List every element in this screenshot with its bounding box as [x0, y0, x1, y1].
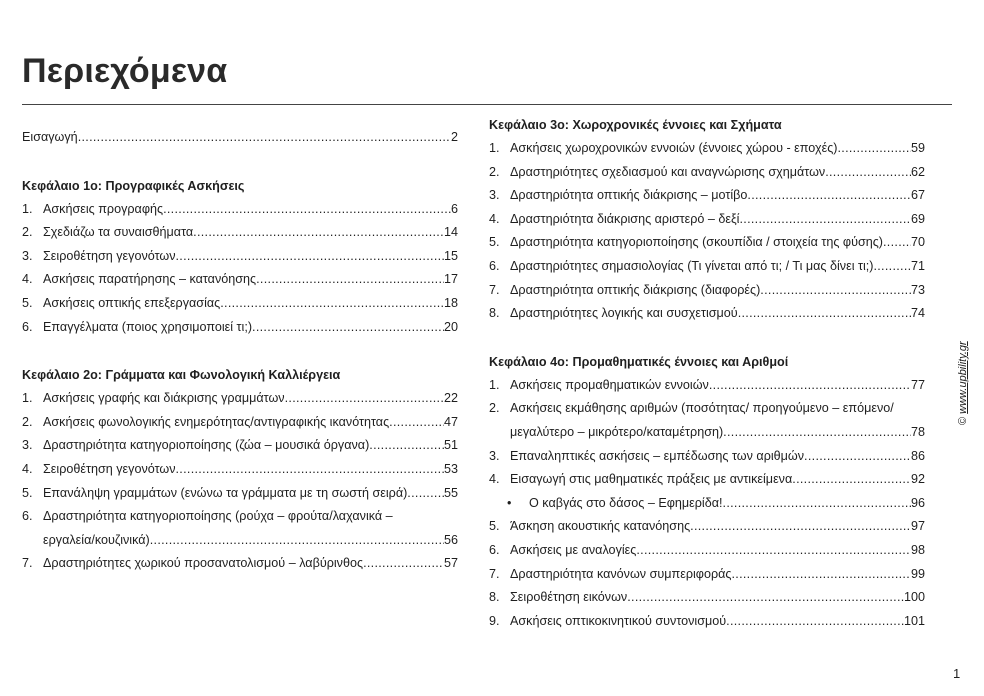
- toc-item-page: 22: [443, 391, 458, 406]
- toc-item-page: 6: [450, 201, 458, 216]
- toc-item-number: 1.: [22, 391, 33, 406]
- toc-item-text: Δραστηριότητες σημασιολογίας (Τι γίνεται από τι; / Τι μας δίνει τι;): [510, 258, 874, 273]
- toc-item: [489, 586, 925, 610]
- toc-item-text: Ασκήσεις γραφής και διάκρισης γραμμάτων: [43, 391, 285, 406]
- toc-item-number: 1.: [489, 377, 500, 392]
- toc-item: [489, 161, 925, 185]
- leader-dots: [176, 458, 444, 482]
- side-copyright: [957, 341, 969, 425]
- toc-item: [489, 563, 925, 587]
- leader-dots: [220, 292, 444, 316]
- page-title: Περιεχόμενα: [22, 52, 228, 90]
- toc-item-page: 77: [910, 377, 925, 392]
- toc-item: [489, 184, 925, 208]
- toc-item-number: 3.: [22, 438, 33, 453]
- toc-item-number: 4.: [489, 211, 500, 226]
- leader-dots: [792, 468, 911, 492]
- toc-item-number: 5.: [22, 485, 33, 500]
- toc-item-page: 57: [443, 556, 458, 571]
- toc-item: [22, 482, 458, 506]
- toc-item: [22, 387, 458, 411]
- toc-item-page: 74: [910, 306, 925, 321]
- toc-item: [489, 374, 925, 398]
- leader-dots: [747, 184, 911, 208]
- leader-dots: [389, 411, 444, 435]
- toc-item-number: 5.: [489, 235, 500, 250]
- copyright-symbol: ©: [957, 416, 969, 425]
- toc-item: [22, 316, 458, 340]
- chapter-1: [22, 174, 458, 340]
- toc-item-page: 97: [910, 519, 925, 534]
- toc-item-page: 71: [910, 258, 925, 273]
- toc-item: [489, 137, 925, 161]
- toc-item-number: 3.: [489, 188, 500, 203]
- toc-item-text: Δραστηριότητες λογικής και συσχετισμού: [510, 306, 738, 321]
- toc-item-page: 98: [910, 542, 925, 557]
- toc-item-page: 96: [910, 495, 925, 510]
- leader-dots: [760, 279, 911, 303]
- toc-item-text: Άσκηση ακουστικής κατανόησης: [510, 519, 691, 534]
- leader-dots: [883, 231, 911, 255]
- toc-item-text: Ασκήσεις προγραφής: [43, 201, 164, 216]
- leader-dots: [723, 492, 911, 516]
- toc-item: [489, 302, 925, 326]
- toc-item: [489, 539, 925, 563]
- toc-subitem: [489, 492, 925, 516]
- toc-item-number: 6.: [22, 319, 33, 334]
- toc-item-page: 92: [910, 472, 925, 487]
- leader-dots: [804, 445, 911, 469]
- leader-dots: [690, 515, 911, 539]
- toc-item-text-continued: μεγαλύτερο – μικρότερο/καταμέτρηση): [510, 424, 724, 439]
- toc-item-page: 78: [910, 424, 925, 439]
- leader-dots: [369, 434, 444, 458]
- chapter-heading: Κεφάλαιο 4ο: Προμαθηματικές έννοιες και Αριθμοί: [489, 354, 789, 369]
- leader-dots: [193, 221, 444, 245]
- toc-item-number: 2.: [489, 401, 500, 416]
- chapter-4: [489, 350, 925, 634]
- toc-item-text: Επανάληψη γραμμάτων (ενώνω τα γράμματα με τη σωστή σειρά): [43, 485, 408, 500]
- leader-dots: [709, 374, 911, 398]
- toc-item-page: 70: [910, 235, 925, 250]
- toc-item-number: 4.: [22, 272, 33, 287]
- leader-dots: [150, 529, 444, 553]
- leader-dots: [739, 208, 911, 232]
- toc-item-number: 4.: [22, 461, 33, 476]
- leader-dots: [825, 161, 911, 185]
- toc-item-page: 100: [903, 590, 925, 605]
- toc-item-text: Εισαγωγή στις μαθηματικές πράξεις με αντικείμενα: [510, 472, 793, 487]
- bullet-icon: •: [507, 495, 512, 510]
- chapter-heading: Κεφάλαιο 1ο: Προγραφικές Ασκήσεις: [22, 178, 245, 193]
- toc-item: [22, 505, 458, 529]
- toc-item: [489, 610, 925, 634]
- toc-item: [22, 245, 458, 269]
- toc-item: [489, 231, 925, 255]
- toc-item-page: 55: [443, 485, 458, 500]
- leader-dots: [627, 586, 904, 610]
- toc-item: [489, 468, 925, 492]
- toc-item-page: 73: [910, 282, 925, 297]
- toc-item-number: 8.: [489, 590, 500, 605]
- leader-dots: [837, 137, 911, 161]
- toc-item-number: 1.: [489, 141, 500, 155]
- toc-item-page: 62: [910, 164, 925, 179]
- leader-dots: [256, 268, 444, 292]
- toc-intro-page: 2: [450, 130, 458, 144]
- chapter-3: [489, 113, 925, 326]
- leader-dots: [78, 126, 451, 150]
- toc-item: [22, 434, 458, 458]
- leader-dots: [726, 610, 904, 634]
- toc-item-text: Ο καβγάς στο δάσος – Εφημερίδα!: [529, 495, 723, 510]
- toc-item: [22, 411, 458, 435]
- toc-item-page: 14: [443, 225, 458, 240]
- toc-item-text: Δραστηριότητα κατηγοριοποίησης (ρούχα – φρούτα/λαχανικά –: [43, 509, 393, 524]
- toc-item-number: 3.: [489, 448, 500, 463]
- toc-item-page: 59: [910, 141, 925, 155]
- toc-item-page: 67: [910, 188, 925, 203]
- toc-item-number: 1.: [22, 201, 33, 216]
- toc-item-page: 56: [443, 532, 458, 547]
- toc-item-page: 51: [443, 438, 458, 453]
- toc-item-text: Δραστηριότητα κατηγοριοποίησης (σκουπίδια / στοιχεία της φύσης): [510, 235, 883, 250]
- toc-item-page: 53: [443, 461, 458, 476]
- toc-right-column: [489, 113, 925, 633]
- toc-item-number: 6.: [22, 509, 33, 524]
- leader-dots: [407, 482, 444, 506]
- leader-dots: [363, 552, 444, 576]
- toc-item-continuation: [22, 529, 458, 553]
- leader-dots: [252, 316, 444, 340]
- toc-item: [22, 458, 458, 482]
- toc-item: [22, 198, 458, 222]
- toc-item: [22, 268, 458, 292]
- toc-item-text: Ασκήσεις εκμάθησης αριθμών (ποσότητας/ προηγούμενο – επόμενο/: [510, 401, 894, 416]
- toc-left-column: [22, 126, 458, 576]
- toc-item-page: 101: [903, 613, 925, 628]
- toc-item-text: Επαγγέλματα (ποιος χρησιμοποιεί τι;): [43, 319, 253, 334]
- chapter-heading: Κεφάλαιο 3ο: Χωροχρονικές έννοιες και Σχήματα: [489, 118, 782, 132]
- toc-item-page: 18: [443, 295, 458, 310]
- leader-dots: [636, 539, 911, 563]
- leader-dots: [873, 255, 911, 279]
- toc-item-text: Ασκήσεις προμαθηματικών εννοιών: [510, 377, 709, 392]
- toc-item-text: Δραστηριότητα διάκρισης αριστερό – δεξί: [510, 211, 740, 226]
- toc-item: [22, 552, 458, 576]
- toc-item-text: Σειροθέτηση εικόνων: [510, 590, 628, 605]
- toc-item: [489, 208, 925, 232]
- toc-item-continuation: [489, 421, 925, 445]
- toc-item-page: 86: [910, 448, 925, 463]
- toc-item-text: Δραστηριότητες χωρικού προσανατολισμού – λαβύρινθος: [43, 556, 364, 571]
- toc-item-text: Ασκήσεις χωροχρονικών εννοιών (έννοιες χώρου - εποχές): [510, 141, 838, 155]
- leader-dots: [731, 563, 911, 587]
- toc-item-number: 2.: [489, 164, 500, 179]
- toc-item-page: 17: [443, 272, 458, 287]
- toc-item-page: 20: [443, 319, 458, 334]
- toc-item: [489, 445, 925, 469]
- toc-item-page: 99: [910, 566, 925, 581]
- leader-dots: [285, 387, 444, 411]
- toc-item-number: 6.: [489, 542, 500, 557]
- toc-item-text: Δραστηριότητα οπτικής διάκρισης – μοτίβο: [510, 188, 748, 203]
- toc-item-text: Δραστηριότητα κατηγοριοποίησης (ζώα – μουσικά όργανα): [43, 438, 370, 453]
- toc-item-number: 2.: [22, 414, 33, 429]
- toc-item-number: 4.: [489, 472, 500, 487]
- toc-item-text: Δραστηριότητα κανόνων συμπεριφοράς: [510, 566, 732, 581]
- toc-item-text: Σειροθέτηση γεγονότων: [43, 461, 176, 476]
- toc-item: [489, 397, 925, 421]
- toc-item: [489, 279, 925, 303]
- toc-item: [22, 221, 458, 245]
- toc-item-text: Ασκήσεις οπτικοκινητικού συντονισμού: [510, 613, 727, 628]
- toc-item-text: Δραστηριότητες σχεδιασμού και αναγνώρισης σχημάτων: [510, 164, 826, 179]
- toc-item-text: Σχεδιάζω τα συναισθήματα: [43, 225, 194, 240]
- page-number: 1: [953, 666, 961, 681]
- toc-item-number: 3.: [22, 248, 33, 263]
- chapter-2: [22, 363, 458, 576]
- toc-item-text: Ασκήσεις με αναλογίες: [510, 542, 637, 557]
- toc-item-number: 5.: [22, 295, 33, 310]
- toc-item-text: Σειροθέτηση γεγονότων: [43, 248, 176, 263]
- chapter-heading: Κεφάλαιο 2ο: Γράμματα και Φωνολογική Καλλιέργεια: [22, 368, 341, 383]
- leader-dots: [176, 245, 444, 269]
- website-link[interactable]: www.upbility.gr: [957, 341, 969, 414]
- toc-item-number: 2.: [22, 225, 33, 240]
- toc-item-text: Ασκήσεις παρατήρησης – κατανόησης: [43, 272, 257, 287]
- toc-item-text-continued: εργαλεία/κουζινικά): [43, 532, 150, 547]
- toc-item-page: 69: [910, 211, 925, 226]
- toc-item: [22, 292, 458, 316]
- toc-item-text: Ασκήσεις φωνολογικής ενημερότητας/αντιγραφικής ικανότητας: [43, 414, 390, 429]
- toc-item-number: 9.: [489, 613, 500, 628]
- toc-item: [489, 515, 925, 539]
- toc-item-text: Ασκήσεις οπτικής επεξεργασίας: [43, 295, 221, 310]
- toc-item-text: Δραστηριότητα οπτικής διάκρισης (διαφορές): [510, 282, 761, 297]
- toc-item-number: 5.: [489, 519, 500, 534]
- leader-dots: [163, 198, 451, 222]
- toc-intro: [22, 126, 458, 150]
- toc-intro-text: Εισαγωγή: [22, 130, 78, 144]
- toc-item-number: 6.: [489, 258, 500, 273]
- leader-dots: [738, 302, 911, 326]
- toc-item-text: Επαναληπτικές ασκήσεις – εμπέδωσης των αριθμών: [510, 448, 805, 463]
- toc-item-number: 7.: [22, 556, 33, 571]
- toc-item-number: 7.: [489, 282, 500, 297]
- toc-item-number: 7.: [489, 566, 500, 581]
- leader-dots: [723, 421, 911, 445]
- toc-item-page: 15: [443, 248, 458, 263]
- toc-item-page: 47: [443, 414, 458, 429]
- toc-item-number: 8.: [489, 306, 500, 321]
- title-rule: [22, 104, 952, 105]
- toc-item: [489, 255, 925, 279]
